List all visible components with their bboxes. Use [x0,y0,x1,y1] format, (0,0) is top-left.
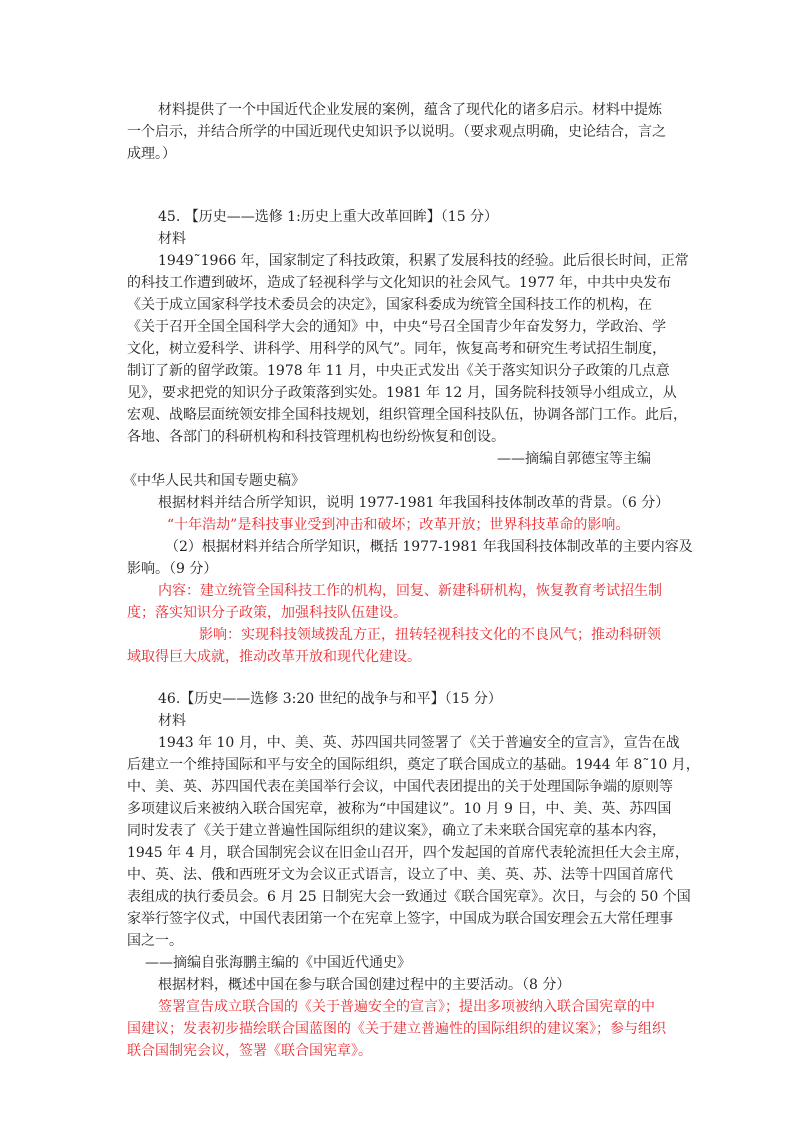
q46-answer-line-2: 国建议；发表初步描绘联合国蓝图的《关于建立普遍性的国际组织的建议案》；参与组织 [127,1021,666,1037]
q45-answer-2-line-4: 域取得巨大成就，推动改革开放和现代化建设。 [127,649,421,665]
q46-material-line-5: 同时发表了《关于建立普遍性国际组织的建议案》，确立了未来联合国宪章的基本内容， [127,823,666,839]
q45-material-line-1: 1949˜1966 年，国家制定了科技政策，积累了发展科技的经验。此后很长时间，正常 [158,253,689,269]
q46-material-line-1: 1943 年 10 月，中、美、英、苏四国共同签署了《关于普遍安全的宣言》，宣告在战 [158,735,680,751]
q46-material-line-8: 表组成的执行委员会。6 月 25 日制宪大会一致通过《联合国宪章》。次日，与会的 50 个国 [127,889,691,905]
q45-material-line-6: 制订了新的留学政策。1978 年 11 月，中央正式发出《关于落实知识分子政策的几点意 [127,363,670,379]
q45-source-line-2: 《中华人民共和国专题史稿》 [123,473,305,489]
intro-line-3: 成理。） [127,146,176,162]
q45-answer-1: “十年浩劫”是科技事业受到冲击和破坏；改革开放；世界科技革命的影响。 [167,517,630,533]
q45-material-line-3: 《关于成立国家科学技术委员会的决定》，国家科委成为统管全国科技工作的机构，在 [127,297,652,313]
q45-material-line-4: 《关于召开全国全国科学大会的通知》中，中央“号召全国青少年奋发努力，学政治、学 [127,319,667,335]
q46-material-line-3: 中、美、英、苏四国代表在美国举行会议，中国代表团提出的关于处理国际争端的原则等 [127,779,673,795]
q45-material-line-5: 文化，树立爱科学、讲科学、用科学的风气”。同年，恢复高考和研究生考试招生制度， [127,341,667,357]
q46-material-line-10: 国之一。 [127,933,183,949]
intro-line-1: 材料提供了一个中国近代企业发展的案例，蕴含了现代化的诸多启示。材料中提炼 [158,102,662,118]
q46-answer-line-1: 签署宣告成立联合国的《关于普遍安全的宣言》；提出多项被纳入联合国宪章的中 [158,999,655,1015]
q45-material-line-9: 各地、各部门的科研机构和科技管理机构也纷纷恢复和创设。 [127,429,505,445]
q46-material-line-6: 1945 年 4 月，联合国制宪会议在旧金山召开，四个发起国的首席代表轮流担任大会主席， [127,845,689,861]
q45-answer-2-line-1: 内容：建立统管全国科技工作的机构，回复、新建科研机构，恢复教育考试招生制 [158,583,662,599]
intro-line-2: 一个启示，并结合所学的中国近现代史知识予以说明。（要求观点明确，史论结合，言之 [127,124,666,140]
q45-header: 45. 【历史——选修 1:历史上重大改革回眸】（15 分） [158,209,499,225]
q46-answer-line-3: 联合国制宪会议，签署《联合国宪章》。 [127,1043,372,1059]
q46-material-line-7: 中、英、法、俄和西班牙文为会议正式语言，设立了中、美、英、苏、法等十四国首席代 [127,867,673,883]
q46-header: 46.【历史——选修 3:20 世纪的战争与和平】（15 分） [158,691,502,707]
q45-answer-2-line-3: 影响：实现科技领域拨乱方正，扭转轻视科技文化的不良风气；推动科研领 [199,627,661,643]
q46-question: 根据材料，概述中国在参与联合国创建过程中的主要活动。（8 分） [158,977,571,993]
q46-material-line-9: 家举行签字仪式，中国代表团第一个在宪章上签字，中国成为联合国安理会五大常任理事 [127,911,673,927]
q45-material-line-2: 的科技工作遭到破坏，造成了轻视科学与文化知识的社会风气。1977 年，中共中央发布 [127,275,672,291]
q45-source-line-1: ——摘编自郭德宝等主编 [497,451,651,467]
q46-material-line-2: 后建立一个维持国际和平与安全的国际组织，奠定了联合国成立的基础。1944 年 8˜10 月， [127,757,700,773]
q46-material-label: 材料 [158,713,186,729]
q46-source: ——摘编自张海鹏主编的《中国近代通史》 [145,955,411,971]
q45-question-2-line-2: 影响。（9 分） [127,561,218,577]
q45-material-line-7: 见》，要求把党的知识分子政策落到实处。1981 年 12 月，国务院科技领导小组成立，从 [127,385,677,401]
q45-question-2-line-1: （2）根据材料并结合所学知识，概括 1977-1981 年我国科技体制改革的主要内容及 [165,539,693,555]
q45-material-label: 材料 [158,231,186,247]
q45-material-line-8: 宏观、战略层面统领安排全国科技规划，组织管理全国科技队伍，协调各部门工作。此后， [127,407,687,423]
q46-material-line-4: 多项建议后来被纳入联合国宪章，被称为“中国建议”。10 月 9 日，中、美、英、苏四国 [127,801,672,817]
q45-question-1: 根据材料并结合所学知识，说明 1977-1981 年我国科技体制改革的背景。（6 分） [158,495,670,511]
q45-answer-2-line-2: 度；落实知识分子政策，加强科技队伍建设。 [127,605,407,621]
